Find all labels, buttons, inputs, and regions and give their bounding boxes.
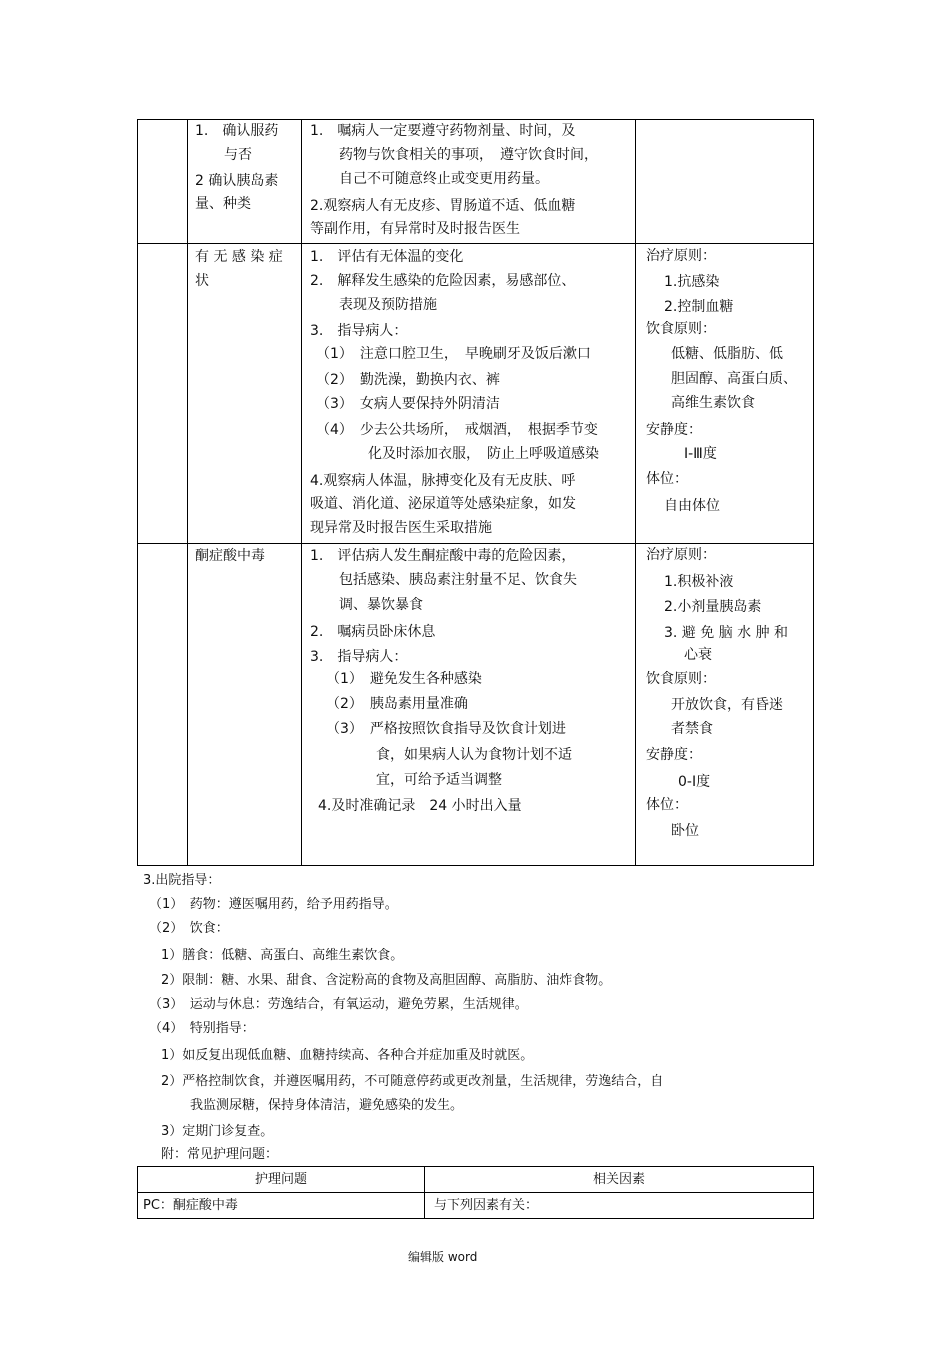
table-cell: 与下列因素有关： — [434, 1198, 539, 1213]
problem-text: 1. 确认服药 — [195, 123, 279, 139]
table-border-right — [813, 119, 814, 866]
guidance-line: 3）定期门诊复查。 — [161, 1124, 274, 1139]
measure-text: 吸道、消化道、泌尿道等处感染症象，如发 — [310, 496, 576, 512]
table-border-top — [137, 119, 814, 120]
problem-text: 与否 — [224, 147, 252, 163]
note-text: Ⅰ-Ⅲ度 — [684, 446, 717, 462]
measure-text: 3. 指导病人： — [310, 323, 408, 339]
problem-text: 量、种类 — [195, 196, 251, 212]
measure-text: 药物与饮食相关的事项， 遵守饮食时间， — [339, 147, 598, 163]
note-text: 低糖、低脂肪、低 — [671, 346, 783, 362]
table-row-divider — [137, 543, 814, 544]
column-header: 相关因素 — [592, 1172, 645, 1187]
measure-text: 自己不可随意终止或变更用药量。 — [339, 171, 549, 187]
table-border-top — [137, 1166, 814, 1167]
measure-text: （1） 注意口腔卫生， 早晚刷牙及饭后漱口 — [316, 346, 591, 362]
measure-text: （2） 勤洗澡，勤换内衣、裤 — [316, 372, 500, 388]
table-cell: PC：酮症酸中毒 — [143, 1198, 238, 1213]
table-border-right — [813, 1166, 814, 1219]
measure-text: （3） 女病人要保持外阴清洁 — [316, 396, 500, 412]
guidance-line: 2）严格控制饮食，并遵医嘱用药，不可随意停药或更改剂量，生活规律，劳逸结合，自 — [161, 1074, 664, 1089]
measure-text: （4） 少去公共场所， 戒烟酒， 根据季节变 — [316, 422, 598, 438]
measure-text: 2. 嘱病员卧床休息 — [310, 624, 436, 640]
measure-text: 2.观察病人有无皮疹、胃肠道不适、低血糖 — [310, 198, 576, 214]
note-text: 者禁食 — [671, 721, 713, 737]
note-text: 体位： — [646, 471, 688, 487]
measure-text: 2. 解释发生感染的危险因素，易感部位、 — [310, 273, 576, 289]
note-text: 饮食原则： — [646, 671, 716, 687]
measure-text: 1. 嘱病人一定要遵守药物剂量、时间，及 — [310, 123, 576, 139]
measure-text: 现异常及时报告医生采取措施 — [310, 520, 492, 536]
measure-text: 化及时添加衣服， 防止上呼吸道感染 — [368, 446, 599, 462]
note-text: 治疗原则： — [646, 248, 716, 264]
note-text: 安静度： — [646, 422, 702, 438]
guidance-line: （1） 药物：遵医嘱用药，给予用药指导。 — [149, 897, 398, 912]
measure-text: （1） 避免发生各种感染 — [326, 671, 482, 687]
note-text: 卧位 — [671, 823, 699, 839]
problem-text: 有 无 感 染 症 — [195, 249, 283, 265]
note-text: 饮食原则： — [646, 321, 716, 337]
page-footer: 编辑版 word — [408, 1250, 478, 1264]
measure-text: 食，如果病人认为食物计划不适 — [376, 747, 572, 763]
note-text: 安静度： — [646, 747, 702, 763]
table-border-bottom — [137, 865, 814, 866]
table-row-divider — [137, 243, 814, 244]
guidance-line: 2）限制：糖、水果、甜食、含淀粉高的食物及高胆固醇、高脂肪、油炸食物。 — [161, 973, 612, 988]
table-col-divider — [635, 119, 636, 866]
problem-text: 状 — [195, 273, 209, 289]
note-text: 治疗原则： — [646, 547, 716, 563]
note-text: 自由体位 — [664, 498, 720, 514]
measure-text: （3） 严格按照饮食指导及饮食计划进 — [326, 721, 566, 737]
measure-text: 等副作用，有异常时及时报告医生 — [310, 221, 520, 237]
guidance-line: （4） 特别指导： — [149, 1021, 255, 1036]
measure-text: 表现及预防措施 — [339, 297, 437, 313]
measure-text: 调、暴饮暴食 — [339, 597, 423, 613]
note-text: 3. 避 免 脑 水 肿 和 — [664, 625, 789, 641]
note-text: 胆固醇、高蛋白质、 — [671, 371, 797, 387]
problem-text: 酮症酸中毒 — [195, 548, 265, 564]
note-text: 1.积极补液 — [664, 574, 734, 590]
section-heading: 3.出院指导： — [143, 873, 221, 888]
guidance-line: 我监测尿糖，保持身体清洁，避免感染的发生。 — [190, 1098, 464, 1113]
table-border-bottom — [137, 1218, 814, 1219]
measure-text: 4.观察病人体温，脉搏变化及有无皮肤、呼 — [310, 473, 576, 489]
note-text: 2.小剂量胰岛素 — [664, 599, 762, 615]
measure-text: 4.及时准确记录 24 小时出入量 — [318, 798, 522, 814]
measure-text: 3. 指导病人： — [310, 649, 408, 665]
note-text: 体位： — [646, 797, 688, 813]
table-col-divider — [301, 119, 302, 866]
guidance-line: （3） 运动与休息：劳逸结合，有氧运动，避免劳累，生活规律。 — [149, 997, 528, 1012]
table-border-left — [137, 119, 138, 866]
guidance-line: 附：常见护理问题： — [161, 1147, 279, 1162]
measure-text: 宜，可给予适当调整 — [376, 772, 502, 788]
measure-text: 1. 评估病人发生酮症酸中毒的危险因素， — [310, 548, 576, 564]
table-row-divider — [137, 1192, 814, 1193]
guidance-line: 1）如反复出现低血糖、血糖持续高、各种合并症加重及时就医。 — [161, 1048, 534, 1063]
guidance-line: 1）膳食：低糖、高蛋白、高维生素饮食。 — [161, 948, 404, 963]
note-text: 2.控制血糖 — [664, 299, 734, 315]
problem-text: 2 确认胰岛素 — [195, 173, 279, 189]
measure-text: （2） 胰岛素用量准确 — [326, 696, 468, 712]
measure-text: 包括感染、胰岛素注射量不足、饮食失 — [339, 572, 577, 588]
note-text: 0-Ⅰ度 — [678, 774, 711, 790]
note-text: 心衰 — [684, 647, 712, 663]
measure-text: 1. 评估有无体温的变化 — [310, 249, 464, 265]
note-text: 1.抗感染 — [664, 274, 720, 290]
note-text: 高维生素饮食 — [671, 395, 755, 411]
guidance-line: （2） 饮食： — [149, 921, 229, 936]
note-text: 开放饮食，有昏迷 — [671, 697, 783, 713]
table-col-divider — [187, 119, 188, 866]
column-header: 护理问题 — [254, 1172, 307, 1187]
